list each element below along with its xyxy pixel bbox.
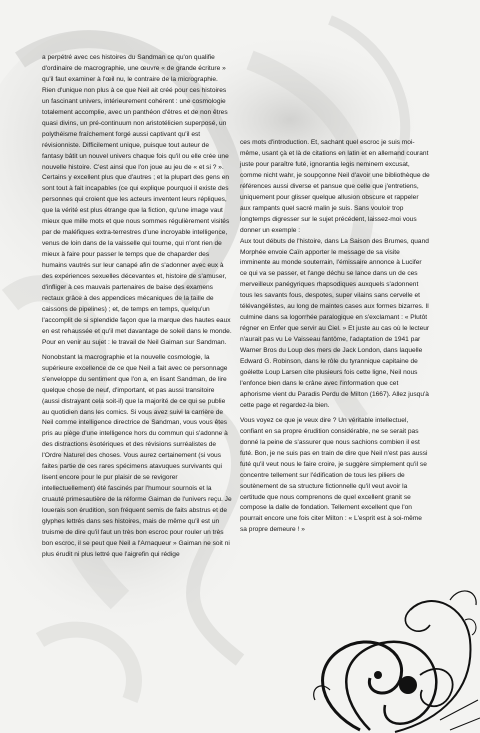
- left-paragraph-2: Nonobstant la macrographie et la nouvelle cosmologie, la supérieure excellence de ce que Neil a fait avec ce personnage s'enveloppe du sentiment que l'on a, en lisant Sandman, de lire quelque chose de neuf, d'important, et pas aussi transitoire (aussi distrayant cela soit-il) que la majorité de ce qui se publie au quotidien dans les comics. Si vous avez suivi la carrière de Neil comme intelligence directrice de Sandman, vous vous êtes pris au piège d'une intelligence hors du commun qui s'adonne à des distractions ésotériques et des révisions surréalistes de l'Ordre Naturel des choses. Vous aurez certainement (si vous faites partie de ces rares spécimens atavuques survivants qui lisent encore pour le pur plaisir de se revigorer intellectuellement) été fascinés par l'humour sournois et la cruauté primesautière de la réforme Gaiman de l'univers reçu. Je louerais son érudition, son fréquent semis de faits abstrus et de glyphes lettrés dans ses histoires, mais de même qu'il est un truisme de dire qu'il faut un très bon escroc pour rouler un très bon escroc, il se peut que Neil a l'Arnaqueur » Gaiman ne soit ni plus érudit ni plus lettré que l'aigrefin qui rédige: [42, 353, 232, 558]
- right-text-column: [240, 138, 430, 536]
- right-paragraph-3: Vous voyez ce que je veux dire ? Un véritable intellectuel, confiant en sa propre érudition considérable, ne se serait pas donné la peine de s'assurer que nous sachions combien il est futé. Bon, je ne suis pas en train de dire que Neil n'est pas aussi futé qu'il veut nous le faire croire, je suggère simplement qu'il se concentre tellement sur l'édification de tous les piliers de soutènement de sa structure fictionnelle qu'il veut avoir la certitude que nous comprenons de quel excellent granit se compose la dalle de fondation. Tellement excellent que l'on pourrait encore une fois citer Milton : « L'esprit est à soi-même sa propre demeure ! »: [240, 416, 428, 534]
- decorative-swirl-illustration: [300, 580, 480, 733]
- right-paragraph-2: Aux tout débuts de l'histoire, dans La Saison des Brumes, quand Morphée envoie Caïn apporter le message de sa visite imminente au monde souterrain, l'émissaire annonce à Lucifer ce qui va se passer, et l'ange déchu se lance dans un de ces merveilleux panégyriques rhapsodiques auxquels s'adonnent tous les savants fous, despotes, super vilains sans cervelle et télévangélistes, au long de maintes cases aux formes bizarres. Il culmine dans sa logorrhée paralogique en s'exclamant : « Plutôt régner en Enfer que servir au Ciel. » Et juste au cas où le lecteur n'aurait pas vu Le Vaisseau fantôme, l'adaptation de 1941 par Warner Bros du Loup des mers de Jack London, dans laquelle Edward G. Robinson, dans le rôle du tyrannique capitaine de goélette Loup Larsen cite plusieurs fois cette ligne, Neil nous l'enfonce bien dans le crâne avec l'information que cet aphorisme vient du Paradis Perdu de Milton (1667). Allez jusqu'à cette page et regardez-la bien.: [240, 237, 430, 409]
- left-paragraph-1: a perpétré avec ces histoires du Sandman ce qu'on qualifie d'ordinaire de macrographie, une œuvre « de grande écriture » qu'il faut examiner à l'œil nu, le contraire de la micrographie. Rien d'unique non plus à ce que Neil ait créé pour ces histoires un fascinant univers, intérieurement cohérent : une cosmologie totalement accomplie, avec un panthéon d'êtres et de non êtres quasi divins, un pré-continuum non aristotélicien superposé, un polythéisme fraîchement forgé aussi captivant qu'il est révisionniste. Difficilement unique, puisque tout auteur de fantasy bâtit un nouvel univers chaque fois qu'il ou elle crée une nouvelle histoire. C'est ainsi que l'on joue au jeu de « et si ? ». Certains y excellent plus que d'autres ; et la plupart des gens en sont tout à fait incapables (ce qui explique pourquoi il existe des personnes qui croient que les acteurs inventent leurs répliques, que la vérité est plus étrange que la fiction, qu'une image vaut mieux que mille mots et que nous sommes régulièrement visités par de maléfiques extra-terrestres d'une incroyable intelligence, venus de loin dans de la vaisselle qui tourne, qui n'ont rien de mieux à faire pour passer le temps que de chaparder des humains vautrés sur leur canapé afin de s'adonner avec eux à des expériences sexuelles décevantes et, histoire de s'amuser, d'infliger à ces mauvais partenaires de baise des examens rectaux grâce à des appendices mécaniques de la taille de caissons de pipelines) ; et, de temps en temps, quelqu'un l'accomplit de si splendide façon que la marque des hautes eaux en est rehaussée et qu'il met davantage de soleil dans le monde. Pour en venir au sujet : le travail de Neil Gaiman sur Sandman.: [42, 54, 232, 346]
- left-text-column: [42, 53, 232, 561]
- right-paragraph-1: ces mots d'introduction. Et, sachant quel escroc je suis moi-même, usant çà et là de citations en latin et en allemand courant juste pour paraître futé, ignorantia legis neminem excusat, comme nicht wahr, je soupçonne Neil d'avoir une bibliothèque de références aussi diverse et pansue que celle que j'entretiens, uniquement pour glisser quelque allusion obscure et rappeler aux rampants quel sacré malin je suis. Sans vouloir trop longtemps digresser sur le sujet précédent, laissez-moi vous donner un exemple :: [240, 139, 430, 234]
